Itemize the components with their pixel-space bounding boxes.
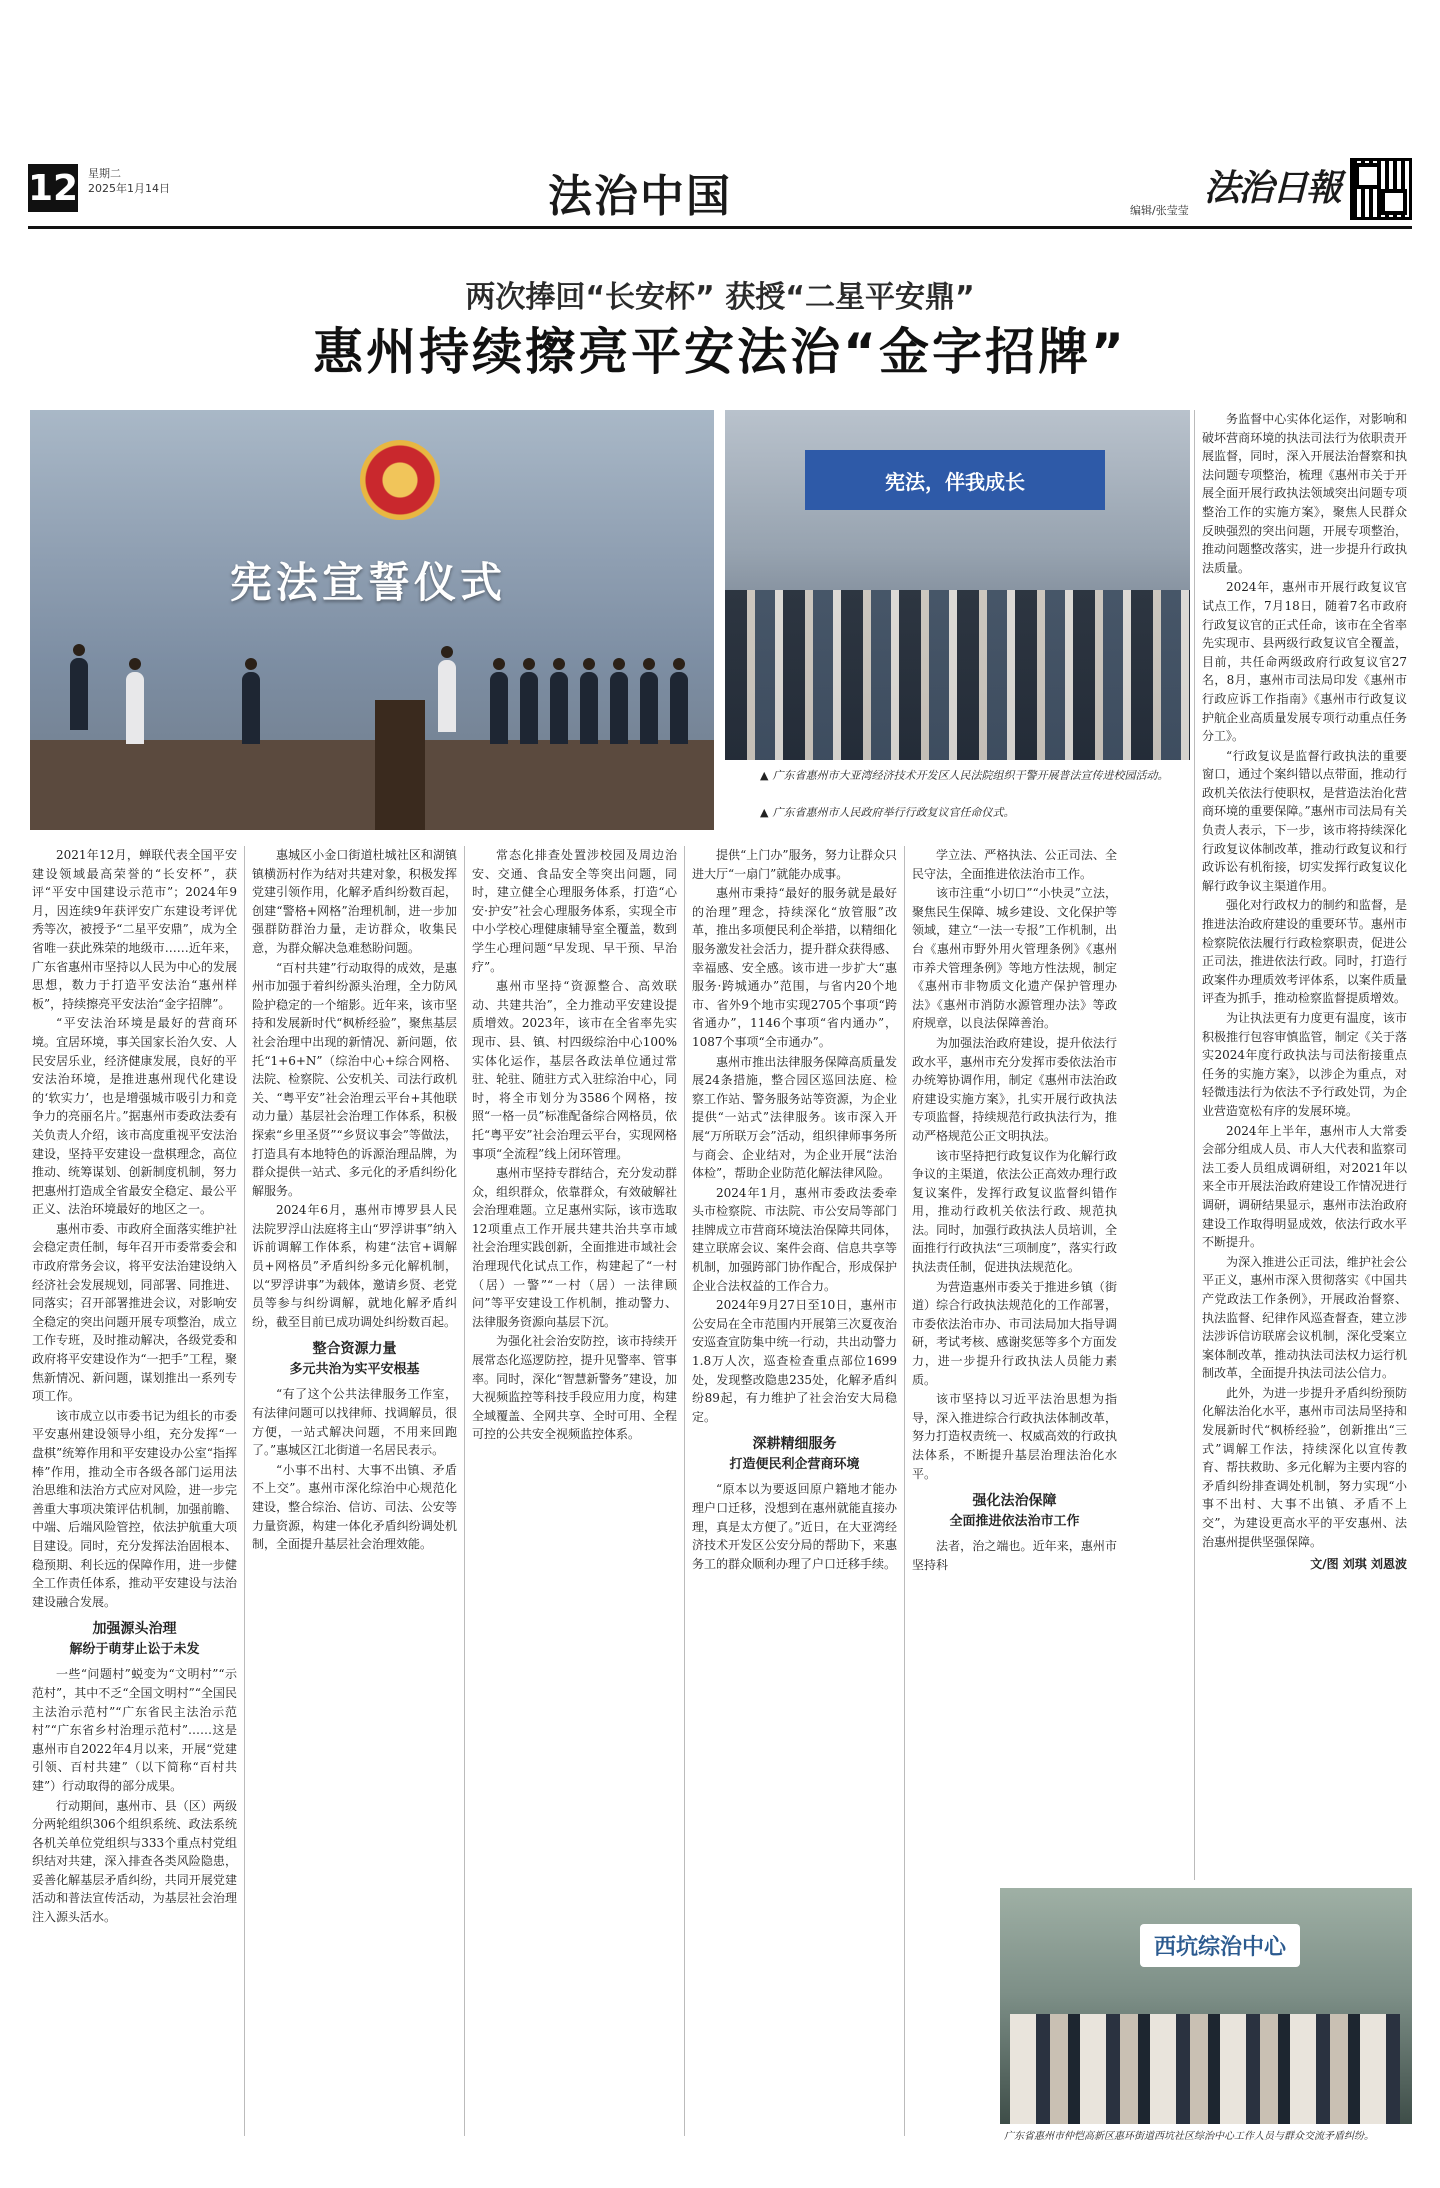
masthead bbox=[28, 160, 1412, 222]
paragraph: 常态化排查处置涉校园及周边治安、交通、食品安全等突出问题，同时，建立健全心理服务体系，打造“心安·护安”社会心理服务体系，实现全市中小学校心理健康辅导室全覆盖，数到学生心理问题“早发现、早干预、早治疗”。 bbox=[472, 848, 677, 974]
column-divider bbox=[1194, 410, 1195, 1880]
person-figure bbox=[580, 672, 598, 744]
person-figure bbox=[70, 658, 88, 730]
person-figure bbox=[670, 672, 688, 744]
article-column-6 bbox=[1202, 410, 1407, 1878]
article-subheadline: 两次捧回“长安杯” 获授“二星平安鼎” bbox=[465, 280, 975, 315]
section-subheading: 打造便民利企营商环境 bbox=[729, 1457, 860, 1473]
paragraph: “小事不出村、大事不出镇、矛盾不上交”。惠州市深化综治中心规范化建设，整合综治、信访、司法、公安等力量资源，构建一体化矛盾纠纷调处机制，全面提升基层社会治理效能。 bbox=[252, 1462, 457, 1552]
article-column-3 bbox=[472, 846, 677, 2136]
projection-screen: 宪法，伴我成长 bbox=[805, 450, 1105, 510]
qr-code-icon[interactable] bbox=[1350, 158, 1412, 220]
issue-meta bbox=[88, 166, 170, 196]
paragraph: 惠州市坚持专群结合，充分发动群众，组织群众，依靠群众，有效破解社会治理难题。立足惠州实际，该市选取12项重点工作开展共建共治共享市域社会治理实践创新，全面推进市域社会治理现代化试点工作，构建起了“一村（居）一警”“一村（居）一法律顾问”等平安建设工作机制，推动警力、法律服务资源向基层下沉。 bbox=[472, 1166, 677, 1329]
paragraph: 一些“问题村”蜕变为“文明村”“示范村”，其中不乏“全国文明村”“全国民主法治示范村”“广东省民主法治示范村”“广东省乡村治理示范村”……这是惠州市自2022年4月以来，开展“党建引领、百村共建”（以下简称“百村共建”）行动取得的部分成果。 bbox=[32, 1667, 237, 1793]
paragraph: 该市成立以市委书记为组长的市委平安惠州建设领导小组，充分发挥“一盘棋”统筹作用和平安建设办公室“指挥棒”作用，推动全市各级各部门运用法治思维和法治方式应对风险，进一步完善重大事项决策评估机制，加强前瞻、中端、后端风险管控，依法护航重大项目建设。同时，充分发挥法治固根本、稳预期、利长远的保障作用，进一步健全工作责任体系，推动平安建设与法治建设融合发展。 bbox=[32, 1408, 237, 1609]
article-column-5 bbox=[912, 846, 1117, 1876]
paragraph: 惠州市委、市政府全面落实维护社会稳定责任制，每年召开市委常委会和市政府常务会议，将平安法治建设纳入经济社会发展规划，同部署、同推进、同落实；召开部署推进会议，对影响安全稳定的突出问题开展专项整治，成立工作专班，及时推动解决，各级党委和政府将平安建设作为“一把手”工程，聚焦新情况、新问题，谋划推出一系列专项工作。 bbox=[32, 1221, 237, 1404]
paragraph: 为加强法治政府建设，提升依法行政水平，惠州市充分发挥市委依法治市办统筹协调作用，制定《惠州市法治政府建设实施方案》，扎实开展行政执法专项监督，持续规范行政执法行为，推动严格规范公正文明执法。 bbox=[912, 1035, 1117, 1143]
paragraph: 2024年，惠州市开展行政复议官试点工作，7月18日，随着7名市政府行政复议官的正式任命，该市在全省率先实现市、县两级行政复议官全覆盖，目前，共任命两级政府行政复议官27名，8月，惠州市司法局印发《惠州市行政应诉工作指南》《惠州市行政复议护航企业高质量发展专项行动重点任务分工》。 bbox=[1202, 580, 1407, 744]
column-divider bbox=[684, 846, 685, 2136]
staff-and-residents bbox=[1010, 2014, 1400, 2124]
paragraph: 惠州市秉持“最好的服务就是最好的治理”理念，持续深化“放管服”改革，推出多项便民利企举措，以精细化服务激发社会活力，提升群众获得感、幸福感、安全感。该市进一步扩大“惠服务·跨城通办”范围，与省内20个地市、省外9个地市实现2705个事项“跨省通办”，1146个事项“省内通办”，1087个事项“全市通办”。 bbox=[692, 886, 897, 1049]
paragraph: 为营造惠州市委关于推进乡镇（街道）综合行政执法规范化的工作部署，市委依法治市办、市司法局加大指导调研，考试考核、感谢奖惩等多个方面发力，进一步提升行政执法人员能力素质。 bbox=[912, 1279, 1117, 1387]
paragraph: 该市注重“小切口”“小快灵”立法，聚焦民生保障、城乡建设、文化保护等领域，建立“一法一专报”工作机制，出台《惠州市野外用火管理条例》《惠州市养犬管理条例》等地方性法规，制定《惠州市非物质文化遗产保护管理办法》《惠州市消防水源管理办法》等政府规章，以良法保障善治。 bbox=[912, 886, 1117, 1031]
paragraph: 该市坚持把行政复议作为化解行政争议的主渠道，依法公正高效办理行政复议案件，发挥行政复议监督纠错作用，推动行政机关依法行政、规范执法。同时，加强行政执法人员培训，全面推行行政执法“三项制度”，落实行政执法责任制，促进执法规范化。 bbox=[912, 1148, 1117, 1275]
paragraph: 提供“上门办”服务，努力让群众只进大厅“一扇门”就能办成事。 bbox=[692, 848, 897, 881]
article-column-1 bbox=[32, 846, 237, 2136]
paragraph: 2024年1月，惠州市委政法委牵头市检察院、市法院、市公安局等部门挂牌成立市营商环境法治保障共同体，建立联席会议、案件会商、信息共享等机制，加强跨部门协作配合，形成保护企业合法权益的工作合力。 bbox=[692, 1185, 897, 1293]
photo-caption: 广东省惠州市仲恺高新区惠环街道西坑社区综治中心工作人员与群众交流矛盾纠纷。 bbox=[1004, 2131, 1374, 2142]
section-heading: 深耕精细服务 bbox=[752, 1436, 837, 1453]
ceremony-banner: 宪法宣誓仪式 bbox=[230, 558, 507, 607]
national-emblem-icon bbox=[360, 440, 440, 520]
article-column-4 bbox=[692, 846, 897, 2136]
paragraph: 行动期间，惠州市、县（区）两级分两轮组织306个组织系统、政法系统各机关单位党组织与333个重点村党组织结对共建，深入排查各类风险隐患，妥善化解基层矛盾纠纷，共同开展党建活动和普法宣传活动，为基层社会治理注入源头活水。 bbox=[32, 1798, 237, 1925]
paragraph: “原本以为要返回原户籍地才能办理户口迁移，没想到在惠州就能直接办理，真是太方便了。”近日，在大亚湾经济技术开发区公安分局的帮助下，来惠务工的群众顺利办理了户口迁移手续。 bbox=[692, 1482, 897, 1571]
photo-school-legal-education bbox=[725, 410, 1190, 760]
column-divider bbox=[244, 846, 245, 2136]
paragraph: 2024年上半年，惠州市人大常委会部分组成人员、市人大代表和监察司法工委人员组成调研组，对2021年以来全市开展法治政府建设工作情况进行调研，调研结果显示，惠州市法治政府建设工作取得明显成效，依法行政水平不断提升。 bbox=[1202, 1123, 1407, 1250]
paragraph: 2021年12月，蝉联代表全国平安建设领域最高荣誉的“长安杯”，获评“平安中国建设示范市”；2024年9月，因连续9年获评安广东建设考评优秀等次，被授予“二星平安鼎”，成为全省唯一获此殊荣的地级市……近年来，广东省惠州市坚持以人民为中心的发展思想，数力于打造平安法治“惠州样板”，持续擦亮平安法治“金字招牌”。 bbox=[32, 848, 237, 1011]
section-subheading: 解纷于萌芽止讼于未发 bbox=[69, 1642, 200, 1658]
issue-date: 2025年1月14日 bbox=[88, 182, 170, 195]
paragraph: 务监督中心实体化运作，对影响和破坏营商环境的执法司法行为依职责开展监督，同时，深入开展法治督察和执法问题专项整治，梳理《惠州市关于开展全面开展行政执法领域突出问题专项整治工作的实施方案》，聚焦人民群众反映强烈的突出问题，开展专项整治，推动问题整改落实，进一步提升行政执法质量。 bbox=[1202, 412, 1407, 575]
article-column-2 bbox=[252, 846, 457, 2136]
paragraph: “百村共建”行动取得的成效，是惠州市加强于着纠纷源头治理，全力防风险护稳定的一个缩影。近年来，该市坚持和发展新时代“枫桥经验”，聚焦基层社会治理中出现的新情况、新问题，依托“1+6+N”（综治中心+综合网格、法院、检察院、公安机关、司法行政机关、“粤平安”社会治理云平台+其他联动力量）基层社会治理工作体系，积极探索“乡里圣贤”“乡贤议事会”等做法，打造具有本地特色的诉源治理品牌，为群众提供一站式、多元化的矛盾纠纷化解服务。 bbox=[252, 960, 457, 1198]
paragraph: 2024年9月27日至10日，惠州市公安局在全市范围内开展第三次夏夜治安巡查宣防集中统一行动，共出动警力1.8万人次，巡查检查重点部位1699处，发现整改隐患235处，化解矛盾纠纷89起，有力维护了社会治安大局稳定。 bbox=[692, 1298, 897, 1424]
person-figure bbox=[490, 672, 508, 744]
paragraph: 惠州市推出法律服务保障高质量发展24条措施，整合园区巡回法庭、检察工作站、警务服务站等资源，为企业提供“一站式”法律服务。该市深入开展“万所联万会”活动，组织律师事务所与商会、企业结对，为企业开展“法治体检”，帮助企业防范化解法律风险。 bbox=[692, 1054, 897, 1181]
section-subheading: 全面推进依法治市工作 bbox=[949, 1514, 1080, 1530]
person-figure bbox=[610, 672, 628, 744]
person-figure bbox=[520, 672, 538, 744]
section-heading: 加强源头治理 bbox=[92, 1621, 177, 1638]
editor-credit: 编辑/张莹莹 bbox=[1130, 204, 1189, 217]
student-audience bbox=[725, 590, 1190, 760]
newspaper-logo: 法治日報 bbox=[1204, 167, 1341, 209]
paragraph: 法者，治之端也。近年来，惠州市坚持科 bbox=[912, 1539, 1117, 1572]
paragraph: 2024年6月，惠州市博罗县人民法院罗浮山法庭将主山“罗浮讲事”纳入诉前调解工作体系，构建“法官+调解员+网格员”矛盾纠纷多元化解机制，以“罗浮讲事”为载体，邀请乡贤、老党员等参与纠纷调解，就地化解矛盾纠纷，截至目前已成功调处纠纷数百起。 bbox=[252, 1203, 457, 1329]
photo-oath-ceremony bbox=[30, 410, 714, 830]
paragraph: 为强化社会治安防控，该市持续开展常态化巡逻防控，提升见警率、管事率。同时，深化“智慧新警务”建设，加大视频监控等科技手段应用力度，构建全域覆盖、全网共享、全时可用、全程可控的公共安全视频监控体系。 bbox=[472, 1334, 677, 1442]
paragraph: 惠州市坚持“资源整合、高效联动、共建共治”，全力推动平安建设提质增效。2023年，该市在全省率先实现市、县、镇、村四级综治中心100%实体化运作，基层各政法单位通过常驻、轮驻、随驻方式入驻综治中心，同时，将全市划分为3586个网格，按照“一格一员”标准配备综合网格员，依托“粤平安”社会治理云平台，实现网格事项“全流程”线上闭环管理。 bbox=[472, 979, 677, 1161]
person-figure bbox=[242, 672, 260, 744]
section-subheading: 多元共治为实平安根基 bbox=[289, 1362, 420, 1378]
paragraph: 该市坚持以习近平法治思想为指导，深入推进综合行政执法体制改革，努力打造权责统一、权威高效的行政执法体系，不断提升基层治理法治化水平。 bbox=[912, 1392, 1117, 1481]
section-title: 法治中国 bbox=[548, 171, 732, 222]
column-divider bbox=[904, 846, 905, 2136]
paragraph: 学立法、严格执法、公正司法、全民守法，全面推进依法治市工作。 bbox=[912, 848, 1117, 881]
section-heading: 整合资源力量 bbox=[312, 1341, 397, 1358]
paragraph: “平安法治环境是最好的营商环境。宜居环境，事关国家长治久安、人民安居乐业，经济健康发展，良好的平安法治环境，是推进惠州现代化建设的‘软实力’，也是增强城市吸引力和竞争力的亮丽名片。”据惠州市委政法委有关负责人介绍，该市高度重视平安法治建设，坚持平安建设一盘棋理念，高位推动、统筹谋划、创新制度机制，努力把惠州打造成全省最安全稳定、最公平正义、法治环境最好的地区之一。 bbox=[32, 1016, 237, 1217]
paragraph: “有了这个公共法律服务工作室，有法律问题可以找律师、找调解员，很方便，一站式解决问题，不用来回跑了。”惠城区江北街道一名居民表示。 bbox=[252, 1387, 457, 1458]
weekday: 星期二 bbox=[88, 167, 121, 180]
person-figure bbox=[126, 672, 144, 744]
paragraph: “行政复议是监督行政执法的重要窗口，通过个案纠错以点带面，推动行政机关依法行使职权，是营造法治化营商环境的重要保障。”惠州市司法局有关负责人表示，下一步，该市将持续深化行政复议体制改革，推动行政复议和行政诉讼有机衔接，切实发挥行政复议化解行政争议主渠道作用。 bbox=[1202, 748, 1407, 893]
column-divider bbox=[464, 846, 465, 2136]
person-figure bbox=[640, 672, 658, 744]
person-figure bbox=[438, 660, 456, 732]
photo-caption: ▲ 广东省惠州市人民政府举行行政复议官任命仪式。 bbox=[760, 804, 1180, 820]
photo-caption: ▲ 广东省惠州市大亚湾经济技术开发区人民法院组织干警开展普法宣传进校园活动。 bbox=[760, 768, 1180, 783]
stage-floor bbox=[30, 740, 714, 830]
paragraph: 此外，为进一步提升矛盾纠纷预防化解法治化水平，惠州市司法局坚持和发展新时代“枫桥经验”，创新推出“三式”调解工作法，持续深化以宣传教育、帮扶救助、多元化解为主要内容的矛盾纠纷排查调处机制，努力实现“小事不出村、大事不出镇、矛盾不上交”，为建设更高水平的平安惠州、法治惠州提供坚强保障。 bbox=[1202, 1385, 1407, 1549]
article-headline: 惠州持续擦亮平安法治“金字招牌” bbox=[313, 323, 1127, 381]
page-number: 12 bbox=[28, 164, 78, 212]
paragraph: 强化对行政权力的制约和监督，是推进法治政府建设的重要环节。惠州市检察院依法履行行政检察职责，促进公正司法，推进依法行政。同时，打造行政案件办理质效考评体系，以案件质量评查为抓手，推动检察监督提质增效。 bbox=[1202, 898, 1407, 1006]
photo-community-center bbox=[1000, 1888, 1412, 2124]
person-figure bbox=[550, 672, 568, 744]
masthead-rule bbox=[28, 226, 1412, 229]
paragraph: 惠城区小金口街道杜城社区和湖镇镇横沥村作为结对共建对象，积极发挥党建引领作用，化解矛盾纠纷数百起，创建“警格+网格”治理机制，进一步加强群防群治力量，走访群众，收集民意，为群众解决急难愁盼问题。 bbox=[252, 848, 457, 955]
section-heading: 强化法治保障 bbox=[972, 1493, 1057, 1510]
byline: 文/图 刘琪 刘恩波 bbox=[1310, 1557, 1407, 1572]
center-signboard: 西坑综治中心 bbox=[1140, 1924, 1300, 1967]
paragraph: 为让执法更有力度更有温度，该市积极推行包容审慎监管，制定《关于落实2024年度行政执法与司法衔接重点任务的实施方案》，以涉企为重点，对轻微违法行为依法不予行政处罚，为企业营造宽松有序的发展环境。 bbox=[1202, 1011, 1407, 1118]
podium bbox=[375, 700, 425, 830]
paragraph: 为深入推进公正司法，维护社会公平正义，惠州市深入贯彻落实《中国共产党政法工作条例》，开展政治督察、执法监督、纪律作风巡查督查，建立涉法涉诉信访联席会议机制，深化受案立案体制改革，推动执法司法权力运行机制改革，全面提升执法司法公信力。 bbox=[1202, 1254, 1407, 1381]
